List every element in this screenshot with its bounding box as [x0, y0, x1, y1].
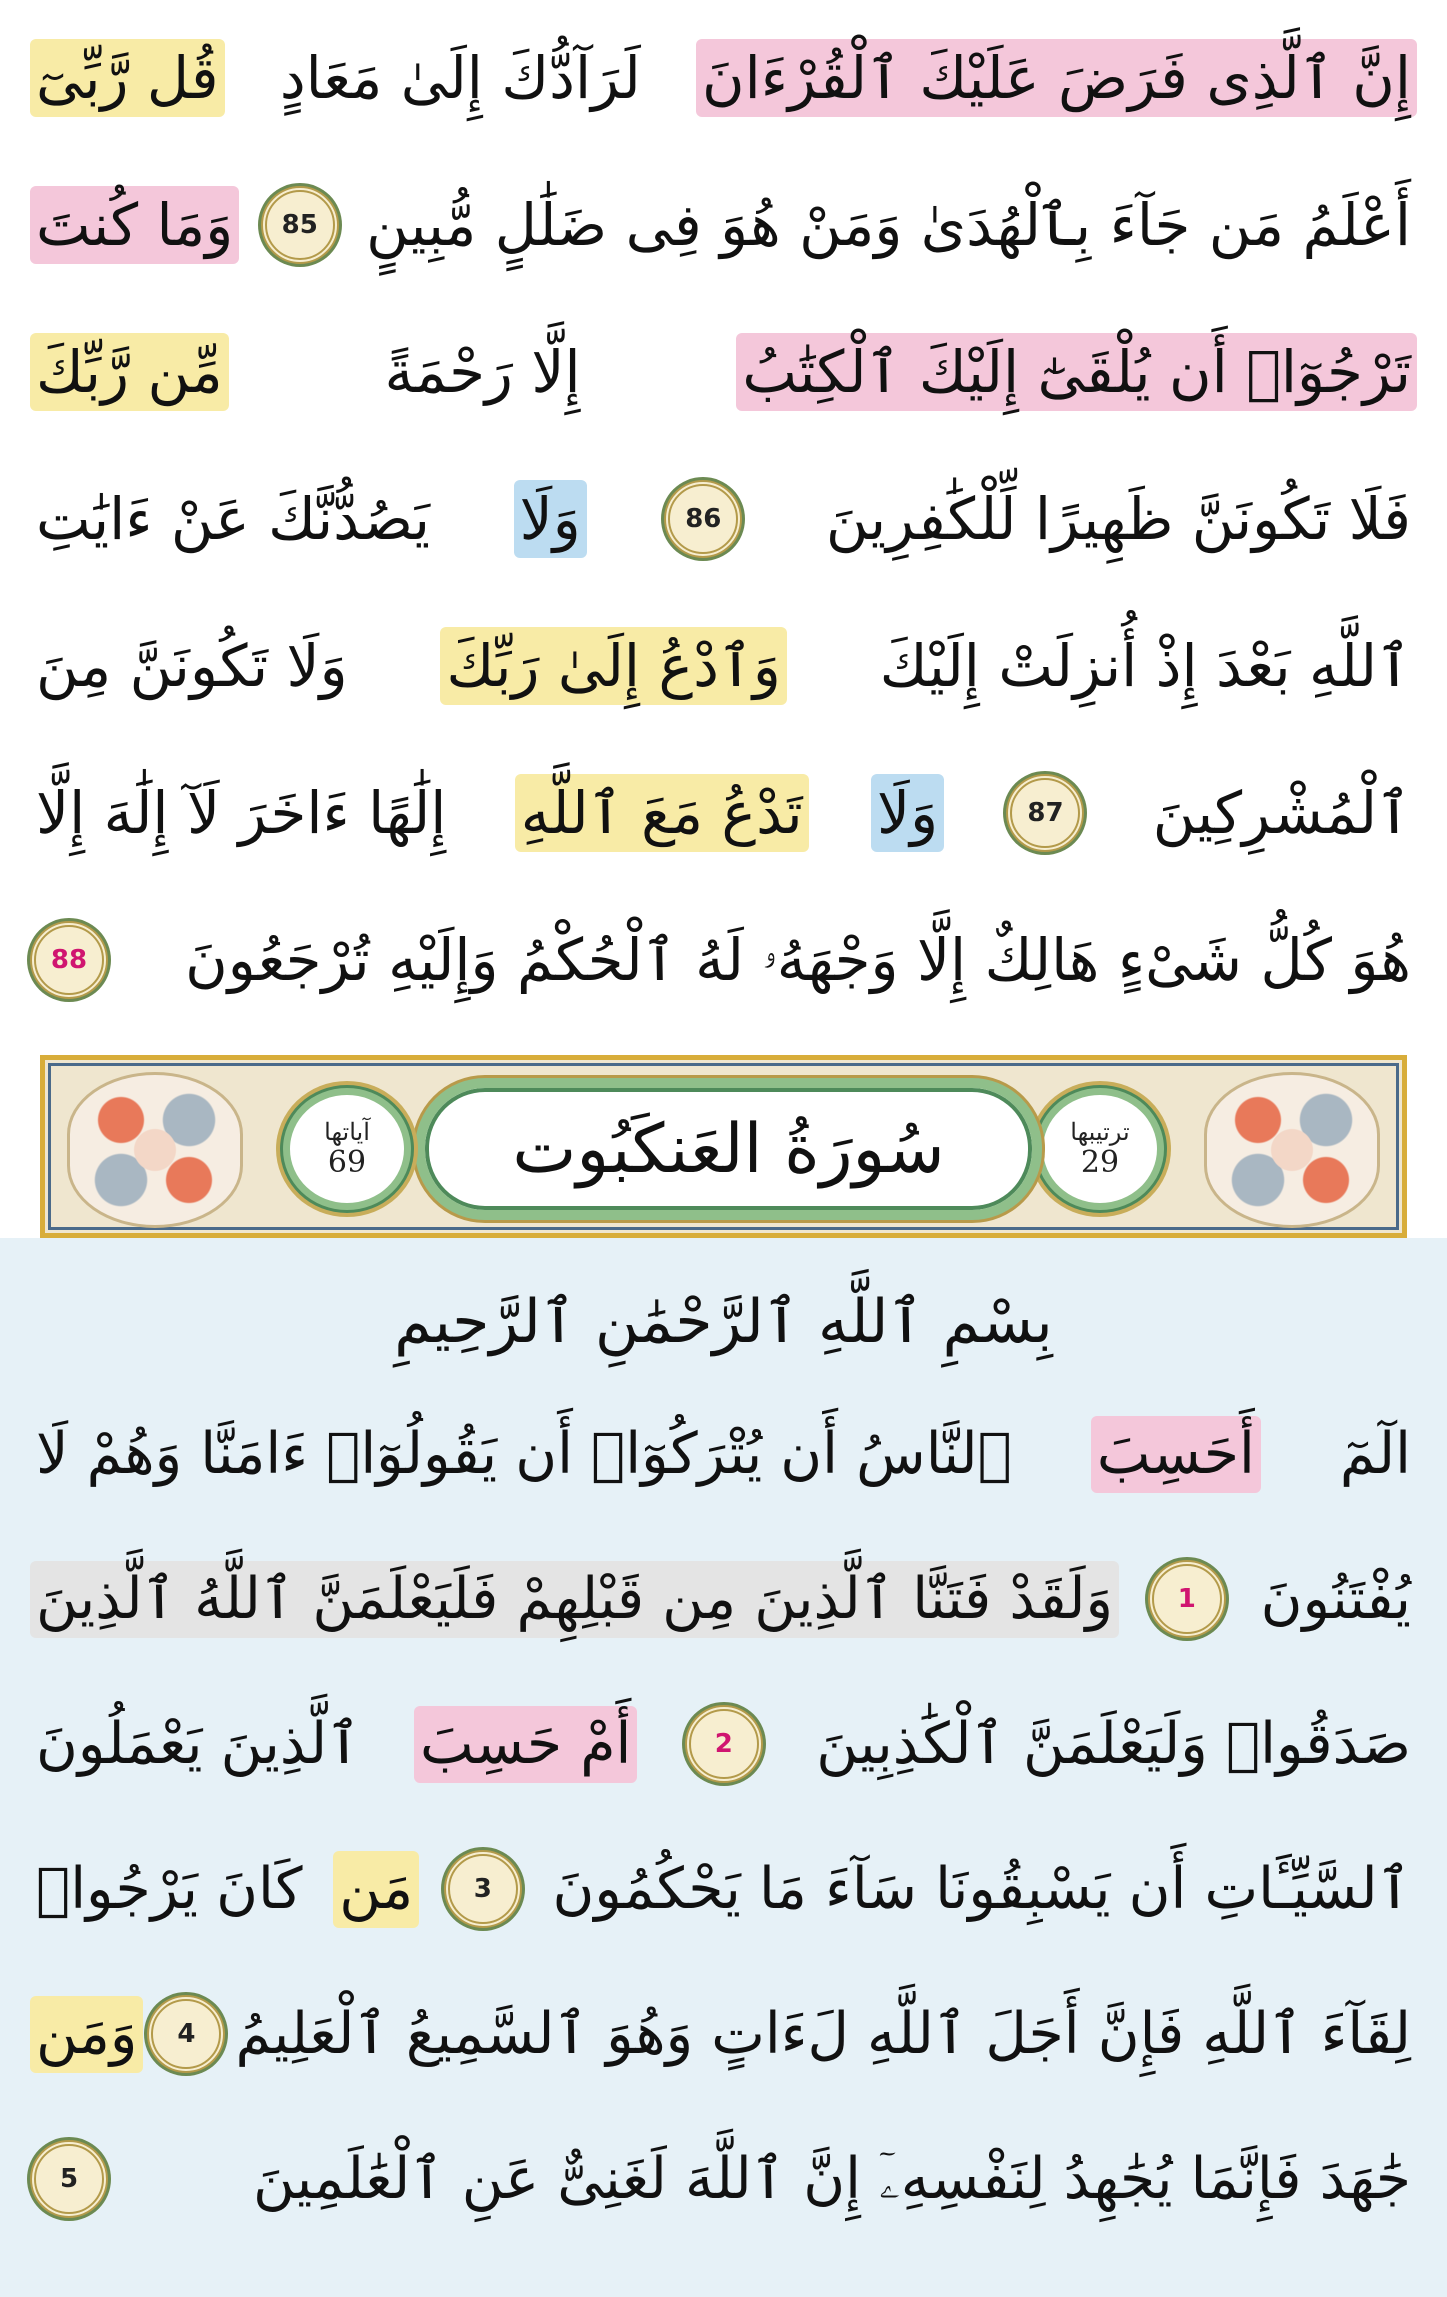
ayah-number-marker: 4	[147, 1995, 225, 2073]
verse-text: إِلَٰهًا ءَاخَرَ لَآ إِلَٰهَ إِلَّا	[36, 779, 447, 847]
verse-text: كَانَ يَرْجُوا۟	[36, 1855, 303, 1922]
verse-line	[30, 1675, 1417, 1813]
ayah-number-marker: 87	[1006, 774, 1084, 852]
surah-verses-medallion	[283, 1088, 411, 1210]
surah-al-qasas-ending	[0, 0, 1447, 1055]
verse-text: يُفْتَنُونَ	[1260, 1565, 1411, 1632]
verse-line	[30, 1385, 1417, 1523]
ayah-number-marker: 5	[30, 2140, 108, 2218]
highlighted-phrase: أَمْ حَسِبَ	[414, 1706, 637, 1783]
verse-line	[30, 302, 1417, 442]
basmala: بِسْمِ ٱللَّهِ ٱلرَّحْمَٰنِ ٱلرَّحِيمِ	[394, 1287, 1053, 1357]
ornament-left-icon	[67, 1072, 243, 1228]
highlighted-phrase: تَرْجُوٓا۟ أَن يُلْقَىٰٓ إِلَيْكَ ٱلْكِتَٰبُ	[736, 333, 1417, 411]
surah-header-banner	[40, 1055, 1407, 1238]
verse-text: ٱللَّهِ بَعْدَ إِذْ أُنزِلَتْ إِلَيْكَ	[879, 632, 1411, 700]
verse-text: فَلَا تَكُونَنَّ ظَهِيرًا لِّلْكَٰفِرِينَ	[825, 485, 1411, 553]
ayah-number-marker: 2	[685, 1705, 763, 1783]
highlighted-phrase: أَحَسِبَ	[1091, 1416, 1261, 1493]
verse-text: يَصُدُّنَّكَ عَنْ ءَايَٰتِ	[36, 485, 431, 553]
verse-line	[30, 1530, 1417, 1668]
highlighted-phrase: مِّن رَّبِّكَ	[30, 333, 229, 411]
verse-text: جَٰهَدَ فَإِنَّمَا يُجَٰهِدُ لِنَفْسِهِۦٓ إِنَّ ٱللَّهَ لَغَنِىٌّ عَنِ ٱلْعَٰلَمِينَ	[252, 2145, 1411, 2212]
surah-order-medallion	[1036, 1088, 1164, 1210]
verse-text: وَلَا تَكُونَنَّ مِنَ	[36, 632, 348, 700]
verse-text: ٱلسَّيِّـَٔاتِ أَن يَسْبِقُونَا سَآءَ مَا يَحْكُمُونَ	[552, 1855, 1411, 1922]
ornament-right-icon	[1204, 1072, 1380, 1228]
verse-line	[30, 2110, 1417, 2248]
verse-line	[30, 596, 1417, 736]
highlighted-phrase: وَلَا	[871, 774, 944, 852]
verse-line	[30, 8, 1417, 148]
ayah-number-marker: 85	[261, 186, 339, 264]
ayah-number-marker: 88	[30, 921, 108, 999]
ayah-number-marker: 3	[444, 1850, 522, 1928]
surah-order-value: 29	[1080, 1144, 1120, 1180]
ayah-number-marker: 86	[664, 480, 742, 558]
verse-text: لِقَآءَ ٱللَّهِ فَإِنَّ أَجَلَ ٱللَّهِ لَءَاتٍ وَهُوَ ٱلسَّمِيعُ ٱلْعَلِيمُ	[235, 2000, 1411, 2067]
verse-text: ٱلَّذِينَ يَعْمَلُونَ	[36, 1710, 361, 1777]
verse-text: ٱلْمُشْرِكِينَ	[1152, 779, 1411, 847]
highlighted-phrase: وَلَا	[514, 480, 587, 558]
verse-line	[30, 449, 1417, 589]
verse-text: هُوَ كُلُّ شَىْءٍ هَالِكٌ إِلَّا وَجْهَهُۥ لَهُ ٱلْحُكْمُ وَإِلَيْهِ تُرْجَعُونَ	[185, 926, 1411, 994]
highlighted-phrase: وَلَقَدْ فَتَنَّا ٱلَّذِينَ مِن قَبْلِهِمْ فَلَيَعْلَمَنَّ ٱللَّهُ ٱلَّذِينَ	[30, 1561, 1119, 1638]
verse-text: لَرَآدُّكَ إِلَىٰ مَعَادٍ	[279, 44, 641, 112]
highlighted-phrase: مَن	[333, 1851, 419, 1928]
verse-text: الٓمٓ	[1339, 1420, 1411, 1487]
highlighted-phrase: وَمَن	[30, 1996, 143, 2073]
highlighted-phrase: إِنَّ ٱلَّذِى فَرَضَ عَلَيْكَ ٱلْقُرْءَانَ	[696, 39, 1417, 117]
highlighted-phrase: تَدْعُ مَعَ ٱللَّهِ	[515, 774, 809, 852]
verse-line	[30, 1820, 1417, 1958]
verse-line	[30, 1965, 1417, 2103]
surah-order-label: ترتيبها	[1070, 1118, 1130, 1147]
ayah-number-marker: 1	[1148, 1560, 1226, 1638]
highlighted-phrase: وَمَا كُنتَ	[30, 186, 239, 264]
highlighted-phrase: قُل رَّبِّىٓ	[30, 39, 225, 117]
highlighted-phrase: وَٱدْعُ إِلَىٰ رَبِّكَ	[440, 627, 786, 705]
verse-text: إِلَّا رَحْمَةً	[384, 338, 581, 406]
surah-verses-label: آياتها	[324, 1118, 370, 1147]
verse-line	[30, 155, 1417, 295]
verse-line	[30, 890, 1417, 1030]
verse-text: أَعْلَمُ مَن جَآءَ بِٱلْهُدَىٰ وَمَنْ هُوَ فِى ضَلَٰلٍ مُّبِينٍ	[366, 191, 1411, 259]
verse-text: صَدَقُوا۟ وَلَيَعْلَمَنَّ ٱلْكَٰذِبِينَ	[816, 1710, 1411, 1777]
verse-text: ٱلنَّاسُ أَن يُتْرَكُوٓا۟ أَن يَقُولُوٓا۟ ءَامَنَّا وَهُمْ لَا	[36, 1420, 1012, 1487]
verse-line	[30, 743, 1417, 883]
surah-title-frame	[415, 1078, 1042, 1220]
surah-title: سُورَةُ العَنكَبُوت	[512, 1109, 945, 1189]
surah-verses-value: 69	[327, 1144, 367, 1180]
